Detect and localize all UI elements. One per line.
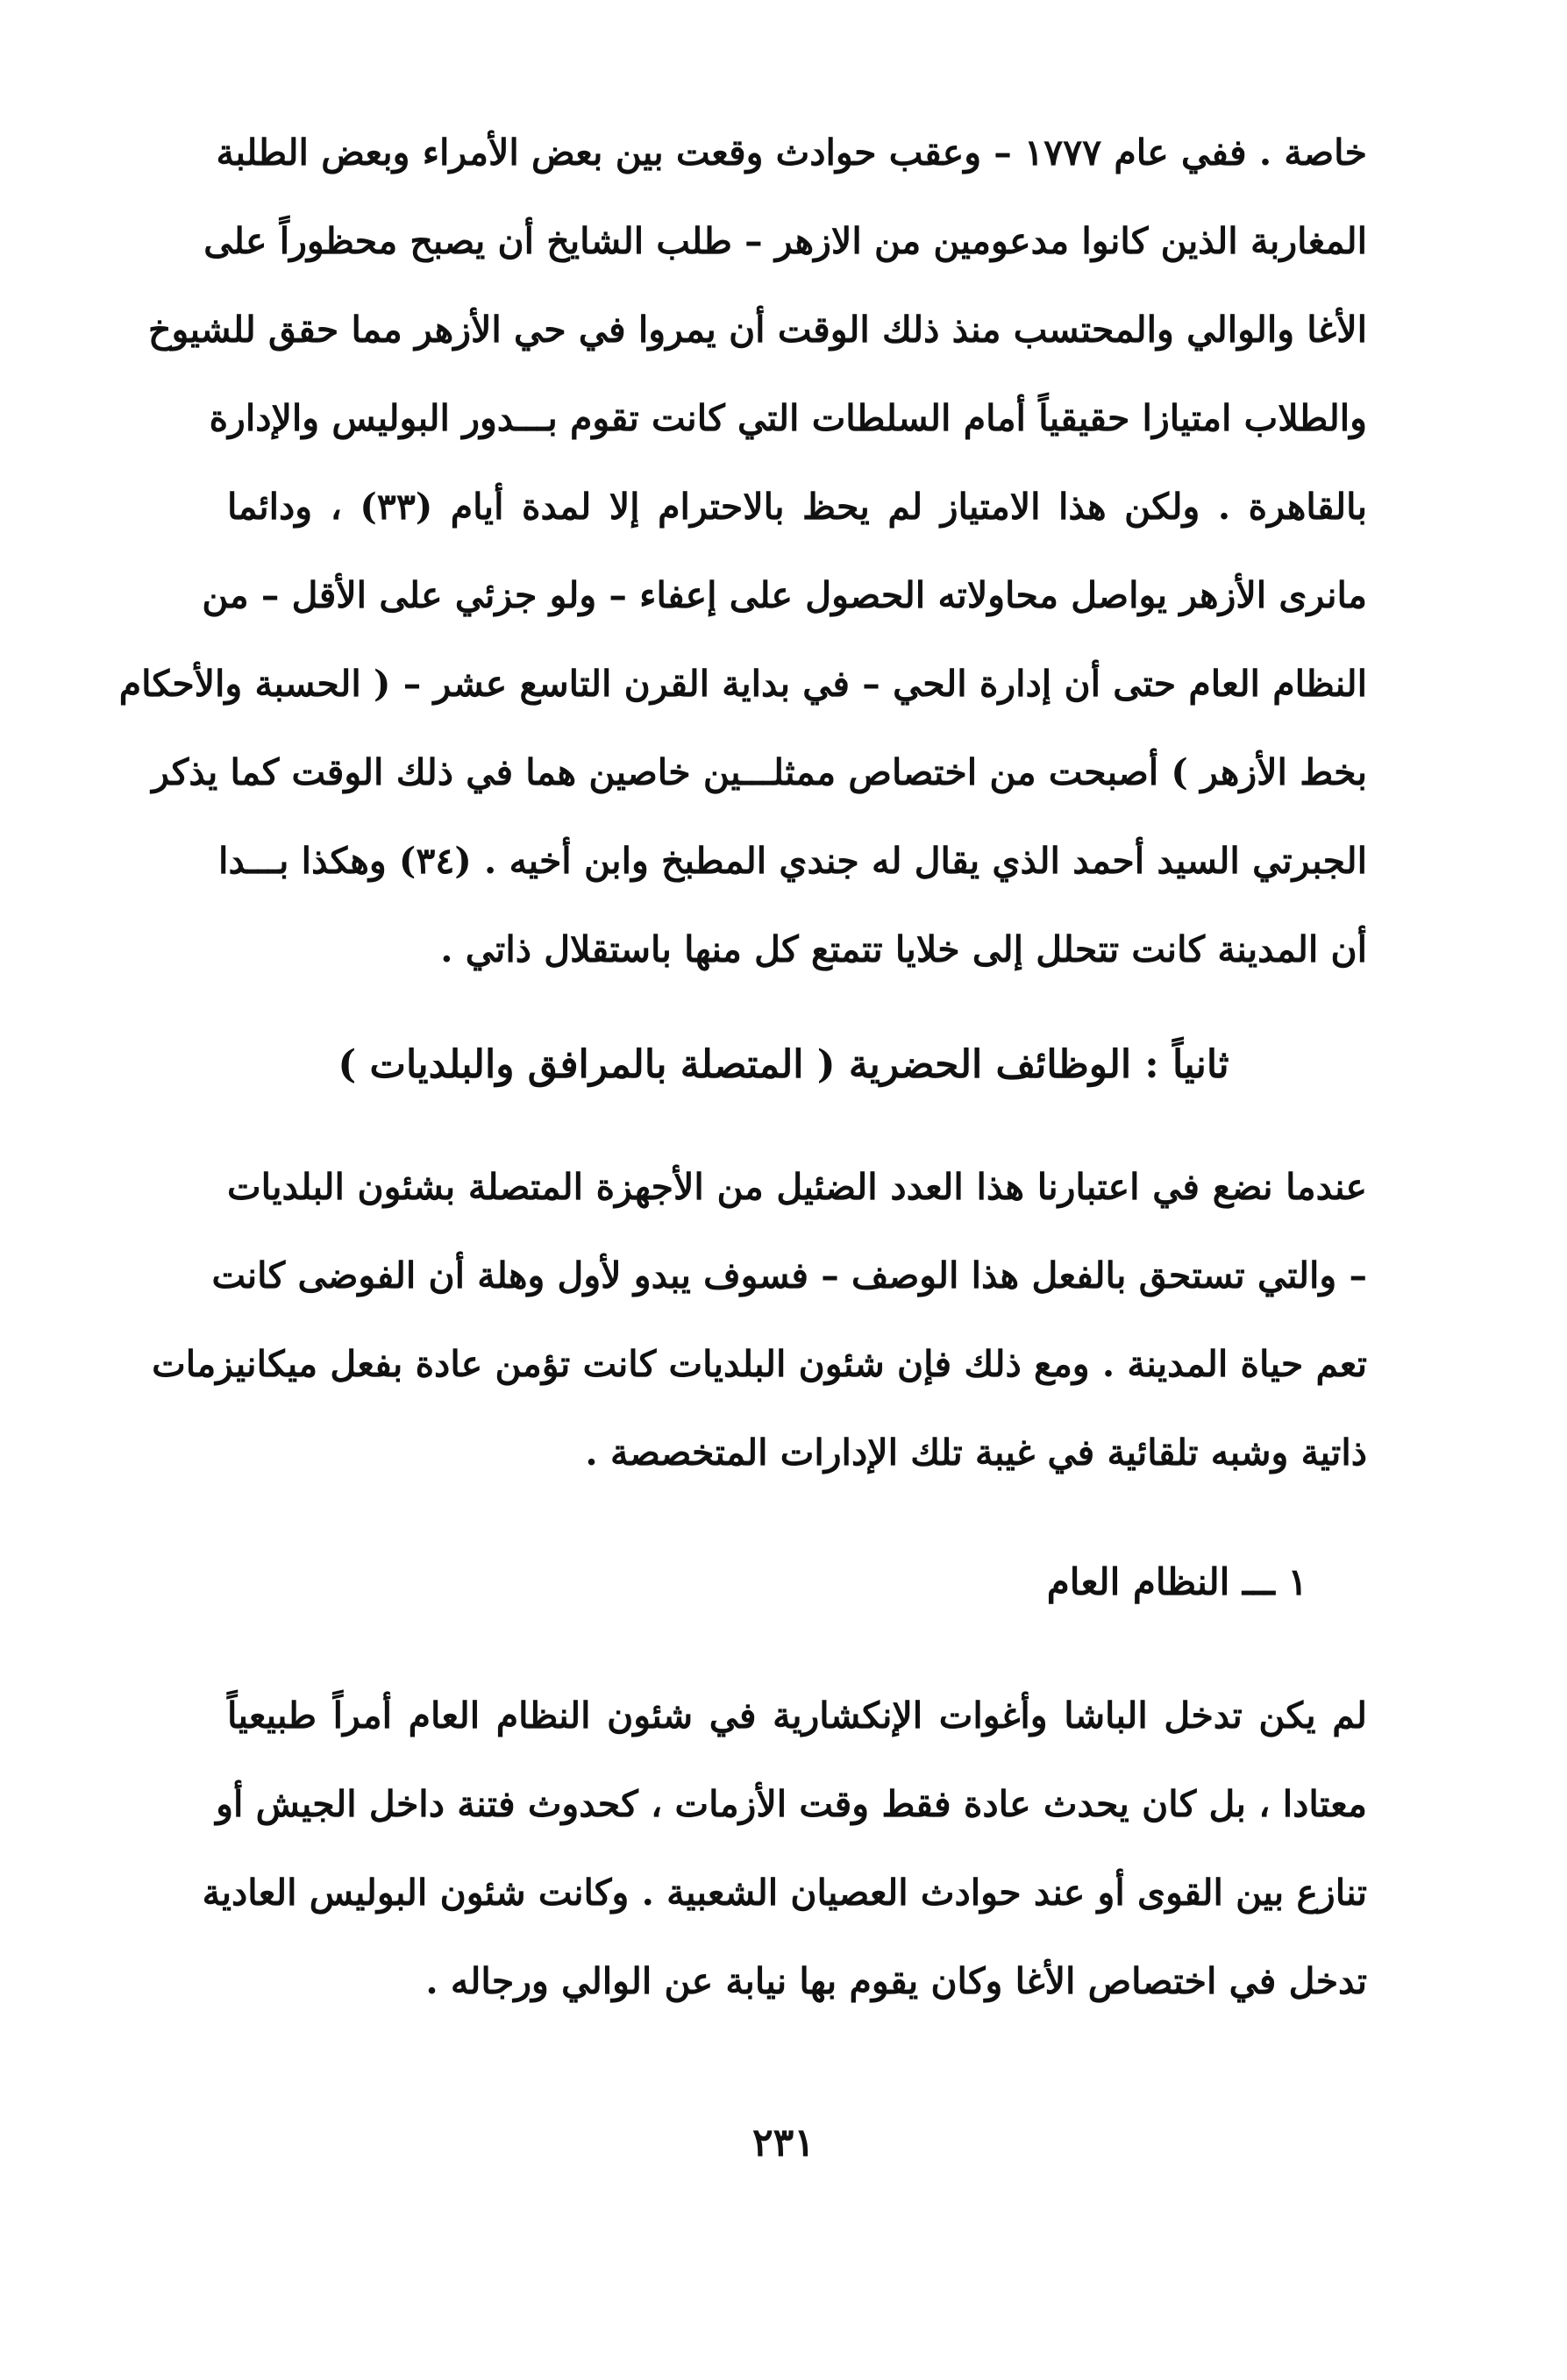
- paragraph-2: [152, 1143, 1367, 1497]
- paragraph-3: [202, 1672, 1367, 2026]
- page-number: ٢٣١: [752, 2121, 815, 2165]
- text-line: عندما نضع في اعتبارنا هذا العدد الضئيل من الأجهزة المتصلة بشئون البلديات: [227, 1166, 1367, 1208]
- text-line: بخط الأزهر ) أصبحت من اختصاص ممثلـــين خاصين هما في ذلك الوقت كما يذكر: [152, 751, 1367, 793]
- section-heading: ثانياً : الوظائف الحضرية ( المتصلة بالمرافق والبلديات ): [338, 1042, 1229, 1087]
- text-line: بالقاهرة . ولكن هذا الامتياز لم يحظ بالاحترام إلا لمدة أيام (٣٣) ، ودائما: [227, 486, 1367, 528]
- text-line: أن المدينة كانت تتحلل إلى خلايا تتمتع كل منها باستقلال ذاتي .: [440, 928, 1367, 970]
- text-line: – والتي تستحق بالفعل هذا الوصف – فسوف يبدو لأول وهلة أن الفوضى كانت: [211, 1254, 1367, 1297]
- text-line: المغاربة الذين كانوا مدعومين من الازهر – طلب الشايخ أن يصبح محظوراً على: [203, 220, 1367, 262]
- subsection-heading: ١ ـــ النظام العام: [1046, 1560, 1307, 1603]
- text-line: الأغا والوالي والمحتسب منذ ذلك الوقت أن يمروا في حي الأزهر مما حقق للشيوخ: [148, 309, 1367, 351]
- text-line: ذاتية وشبه تلقائية في غيبة تلك الإدارات المتخصصة .: [585, 1432, 1367, 1474]
- text-line: لم يكن تدخل الباشا وأغوات الإنكشارية في شئون النظام العام أمراً طبيعياً: [227, 1694, 1367, 1737]
- text-line: النظام العام حتى أن إدارة الحي – في بداية القرن التاسع عشر – ( الحسبة والأحكام: [118, 663, 1367, 705]
- text-line: تعم حياة المدينة . ومع ذلك فإن شئون البلديات كانت تؤمن عادة بفعل ميكانيزمات: [152, 1343, 1367, 1385]
- text-line: معتادا ، بل كان يحدث عادة فقط وقت الأزمات ، كحدوث فتنة داخل الجيش أو: [216, 1783, 1367, 1825]
- text-line: الجبرتي السيد أحمد الذي يقال له جندي المطبخ وابن أخيه . (٣٤) وهكذا بـــدا: [218, 840, 1367, 882]
- paragraph-1: [118, 109, 1367, 994]
- text-line: تدخل في اختصاص الأغا وكان يقوم بها نيابة عن الوالي ورجاله .: [425, 1960, 1367, 2002]
- text-line: مانرى الأزهر يواصل محاولاته الحصول على إعفاء – ولو جزئي على الأقل – من: [202, 574, 1367, 616]
- text-line: والطلاب امتيازا حقيقياً أمام السلطات التي كانت تقوم بـــدور البوليس والإدارة: [209, 397, 1367, 439]
- text-line: خاصة . ففي عام ١٧٧٧ – وعقب حوادث وقعت بين بعض الأمراء وبعض الطلبة: [216, 131, 1367, 174]
- text-line: تنازع بين القوى أو عند حوادث العصيان الشعبية . وكانت شئون البوليس العادية: [202, 1872, 1367, 1914]
